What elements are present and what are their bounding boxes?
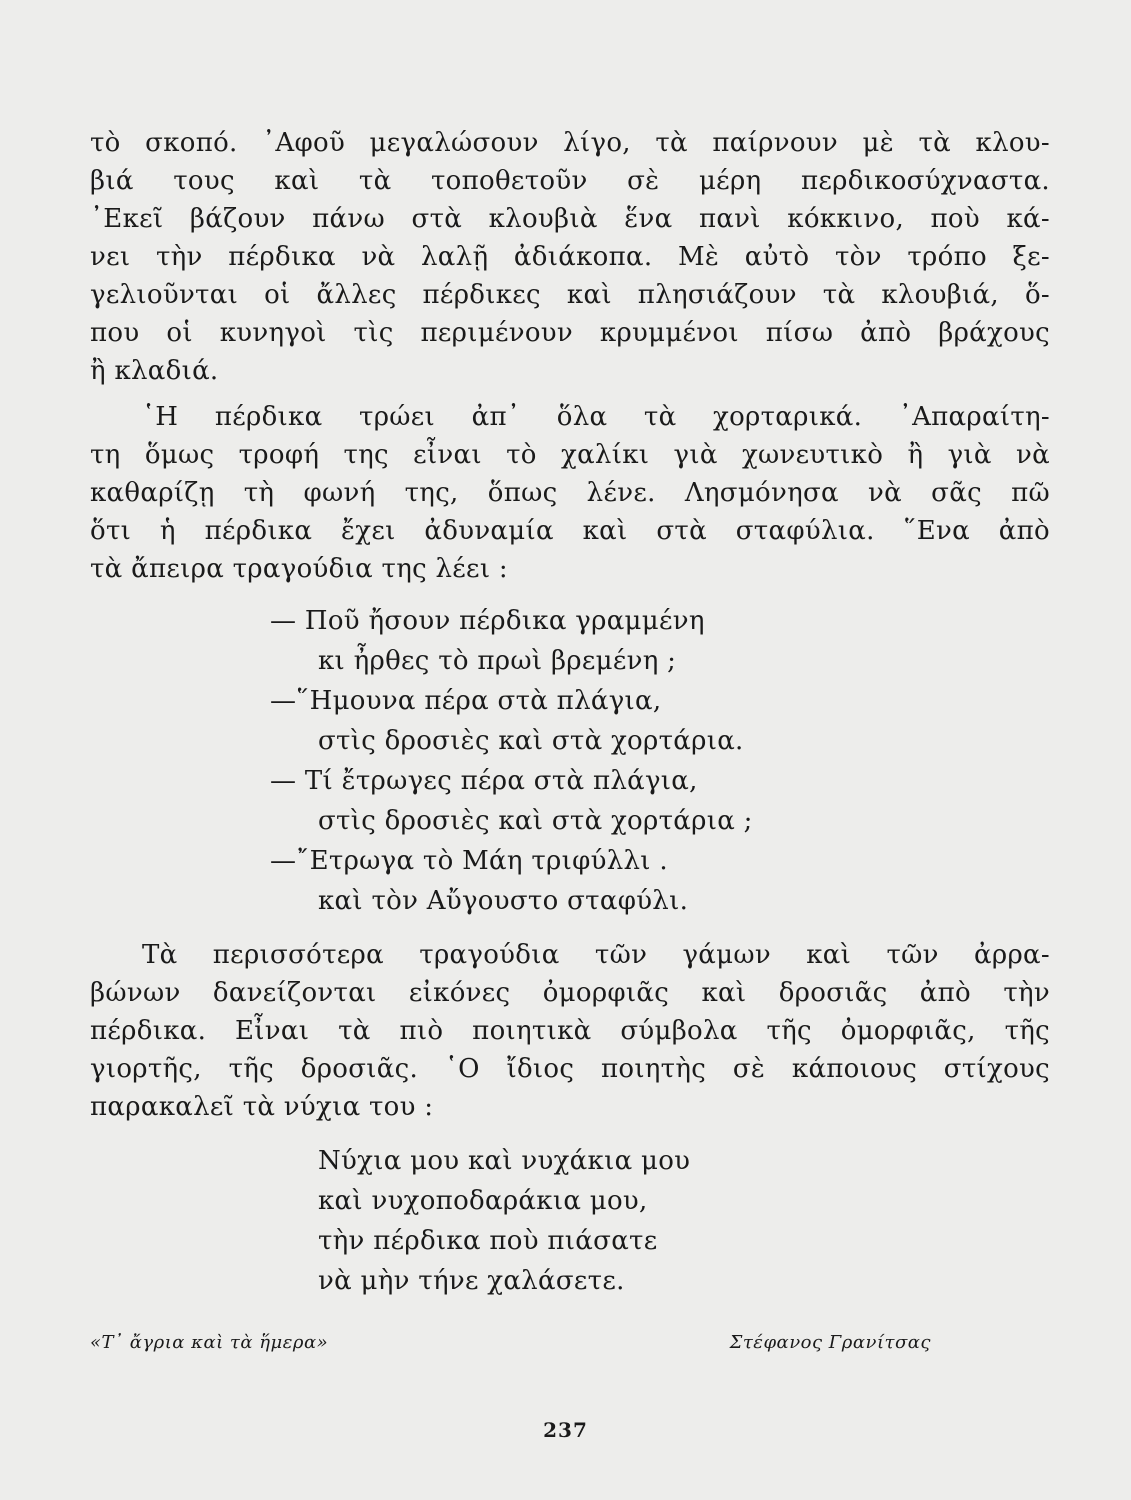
text-line: τη ὅμως τροφή της εἶναι τὸ χαλίκι γιὰ χωνευτικὸ ἢ γιὰ νὰ [90, 440, 1050, 470]
author-name: Στέφανος Γρανίτσας [729, 1332, 931, 1353]
text-line: γιορτῆς, τῆς δροσιᾶς. ῾Ο ἴδιος ποιητὴς σὲ κάποιους στίχους [90, 1054, 1050, 1084]
text-line: Τὰ περισσότερα τραγούδια τῶν γάμων καὶ τῶν ἀρρα- [142, 940, 1050, 970]
text-line: νει τὴν πέρδικα νὰ λαλῇ ἀδιάκοπα. Μὲ αὐτὸ τὸν τρόπο ξε- [90, 242, 1050, 272]
text-line: τὰ ἄπειρα τραγούδια της λέει : [90, 554, 508, 584]
poem-line: — Τί ἔτρωγες πέρα στὰ πλάγια, [270, 766, 698, 796]
text-line: ὅτι ἡ πέρδικα ἔχει ἀδυναμία καὶ στὰ σταφύλια. ῞Ενα ἀπὸ [90, 516, 1050, 546]
poem-line: καὶ νυχοποδαράκια μου, [318, 1186, 648, 1216]
text-line: παρακαλεῖ τὰ νύχια του : [90, 1092, 434, 1122]
poem-line: νὰ μὴν τήνε χαλάσετε. [318, 1266, 625, 1296]
poem-line: στὶς δροσιὲς καὶ στὰ χορτάρια ; [318, 806, 753, 836]
poem-line: —῎Ετρωγα τὸ Μάη τριφύλλι . [270, 846, 668, 876]
text-line: ῾Η πέρδικα τρώει ἀπ᾿ ὅλα τὰ χορταρικά. ᾿Απαραίτη- [142, 402, 1050, 432]
poem-line: κι ἦρθες τὸ πρωὶ βρεμένη ; [318, 646, 677, 676]
poem-line: καὶ τὸν Αὔγουστο σταφύλι. [318, 886, 689, 916]
text-line: καθαρίζῃ τὴ φωνή της, ὅπως λένε. Λησμόνησα νὰ σᾶς πῶ [90, 478, 1050, 508]
poem-line: στὶς δροσιὲς καὶ στὰ χορτάρια. [318, 726, 744, 756]
text-line: τὸ σκοπό. ᾿Αφοῦ μεγαλώσουν λίγο, τὰ παίρνουν μὲ τὰ κλου- [90, 128, 1050, 158]
source-title: «Τ᾿ ἄγρια καὶ τὰ ἥμερα» [90, 1332, 329, 1353]
text-line: ἢ κλαδιά. [90, 356, 219, 386]
poem-line: Νύχια μου καὶ νυχάκια μου [318, 1146, 691, 1176]
poem-line: τὴν πέρδικα ποὺ πιάσατε [318, 1226, 658, 1256]
page-number: 237 [543, 1418, 588, 1442]
poem-line: —῞Ημουνα πέρα στὰ πλάγια, [270, 686, 662, 716]
poem-line: — Ποῦ ἤσουν πέρδικα γραμμένη [270, 606, 705, 636]
text-line: πέρδικα. Εἶναι τὰ πιὸ ποιητικὰ σύμβολα τῆς ὀμορφιᾶς, τῆς [90, 1016, 1050, 1046]
text-line: βιά τους καὶ τὰ τοποθετοῦν σὲ μέρη περδικοσύχναστα. [90, 166, 1050, 196]
text-line: ᾿Εκεῖ βάζουν πάνω στὰ κλουβιὰ ἕνα πανὶ κόκκινο, ποὺ κά- [90, 204, 1050, 234]
text-line: που οἱ κυνηγοὶ τὶς περιμένουν κρυμμένοι πίσω ἀπὸ βράχους [90, 318, 1050, 348]
text-line: γελιοῦνται οἱ ἄλλες πέρδικες καὶ πλησιάζουν τὰ κλουβιά, ὅ- [90, 280, 1050, 310]
text-line: βώνων δανείζονται εἰκόνες ὀμορφιᾶς καὶ δροσιᾶς ἀπὸ τὴν [90, 978, 1050, 1008]
